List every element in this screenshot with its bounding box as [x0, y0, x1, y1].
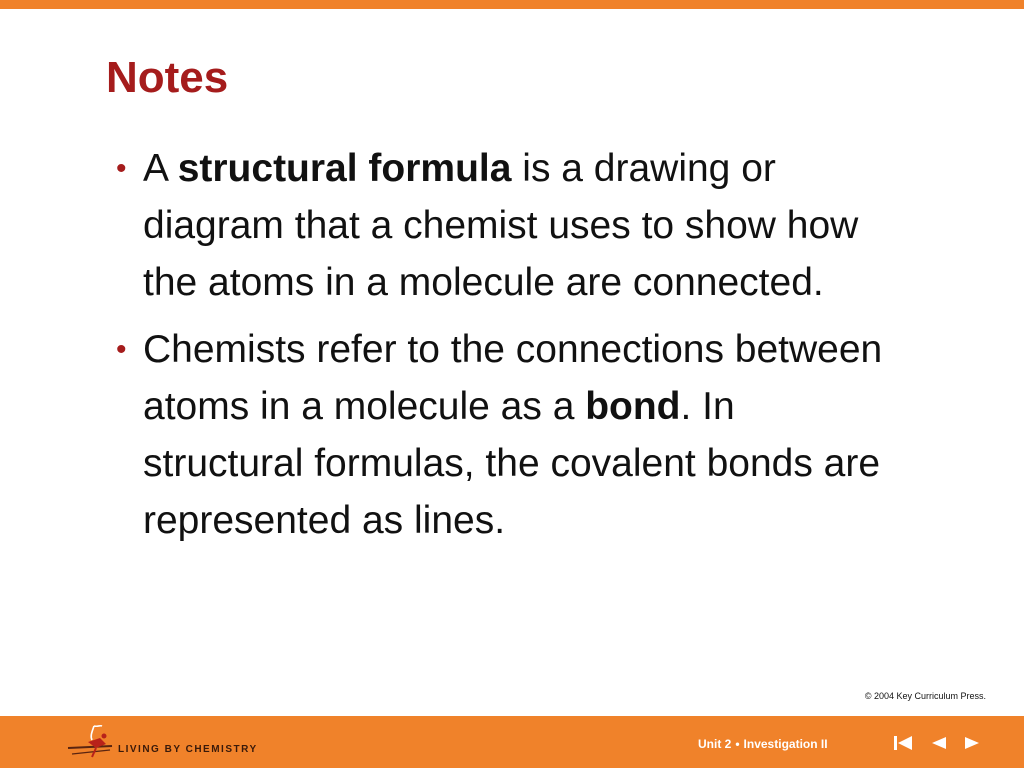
breadcrumb-separator: • [735, 737, 740, 751]
top-accent-bar [0, 0, 1024, 9]
bullet-text-part: is a drawing or diagram that a chemist uses to show how the atoms in a molecule are connected. [143, 147, 859, 304]
first-slide-icon [892, 735, 914, 751]
previous-slide-icon [928, 735, 950, 751]
bullet-text-part: Chemists refer to the connections between atoms in a molecule as a [143, 328, 883, 428]
bullet-marker: • [116, 333, 127, 366]
bullet-item-bond [116, 321, 896, 549]
living-by-chemistry-logo [66, 724, 296, 762]
bullet-marker: • [116, 152, 127, 185]
footer-breadcrumb [698, 737, 828, 751]
previous-slide-button[interactable] [928, 735, 950, 751]
logo-figure-icon [66, 724, 126, 762]
slide-title: Notes [106, 53, 229, 102]
investigation-label: Investigation II [743, 737, 828, 751]
logo-text: LIVING BY CHEMISTRY [118, 744, 258, 755]
bullet-term-bond: bond [585, 385, 681, 428]
next-slide-button[interactable] [961, 735, 983, 751]
bullet-list [116, 140, 896, 559]
bullet-text-part: . In structural formulas, the covalent bonds are represented as lines. [143, 385, 881, 542]
unit-label: Unit 2 [698, 737, 732, 751]
footer-bar [0, 716, 1024, 768]
bullet-item-structural-formula [116, 140, 896, 311]
bullet-text-part: A [143, 147, 178, 190]
first-slide-button[interactable] [892, 735, 914, 751]
next-slide-icon [961, 735, 983, 751]
copyright-notice: © 2004 Key Curriculum Press. [864, 691, 986, 701]
bullet-term-structural-formula: structural formula [177, 147, 512, 190]
